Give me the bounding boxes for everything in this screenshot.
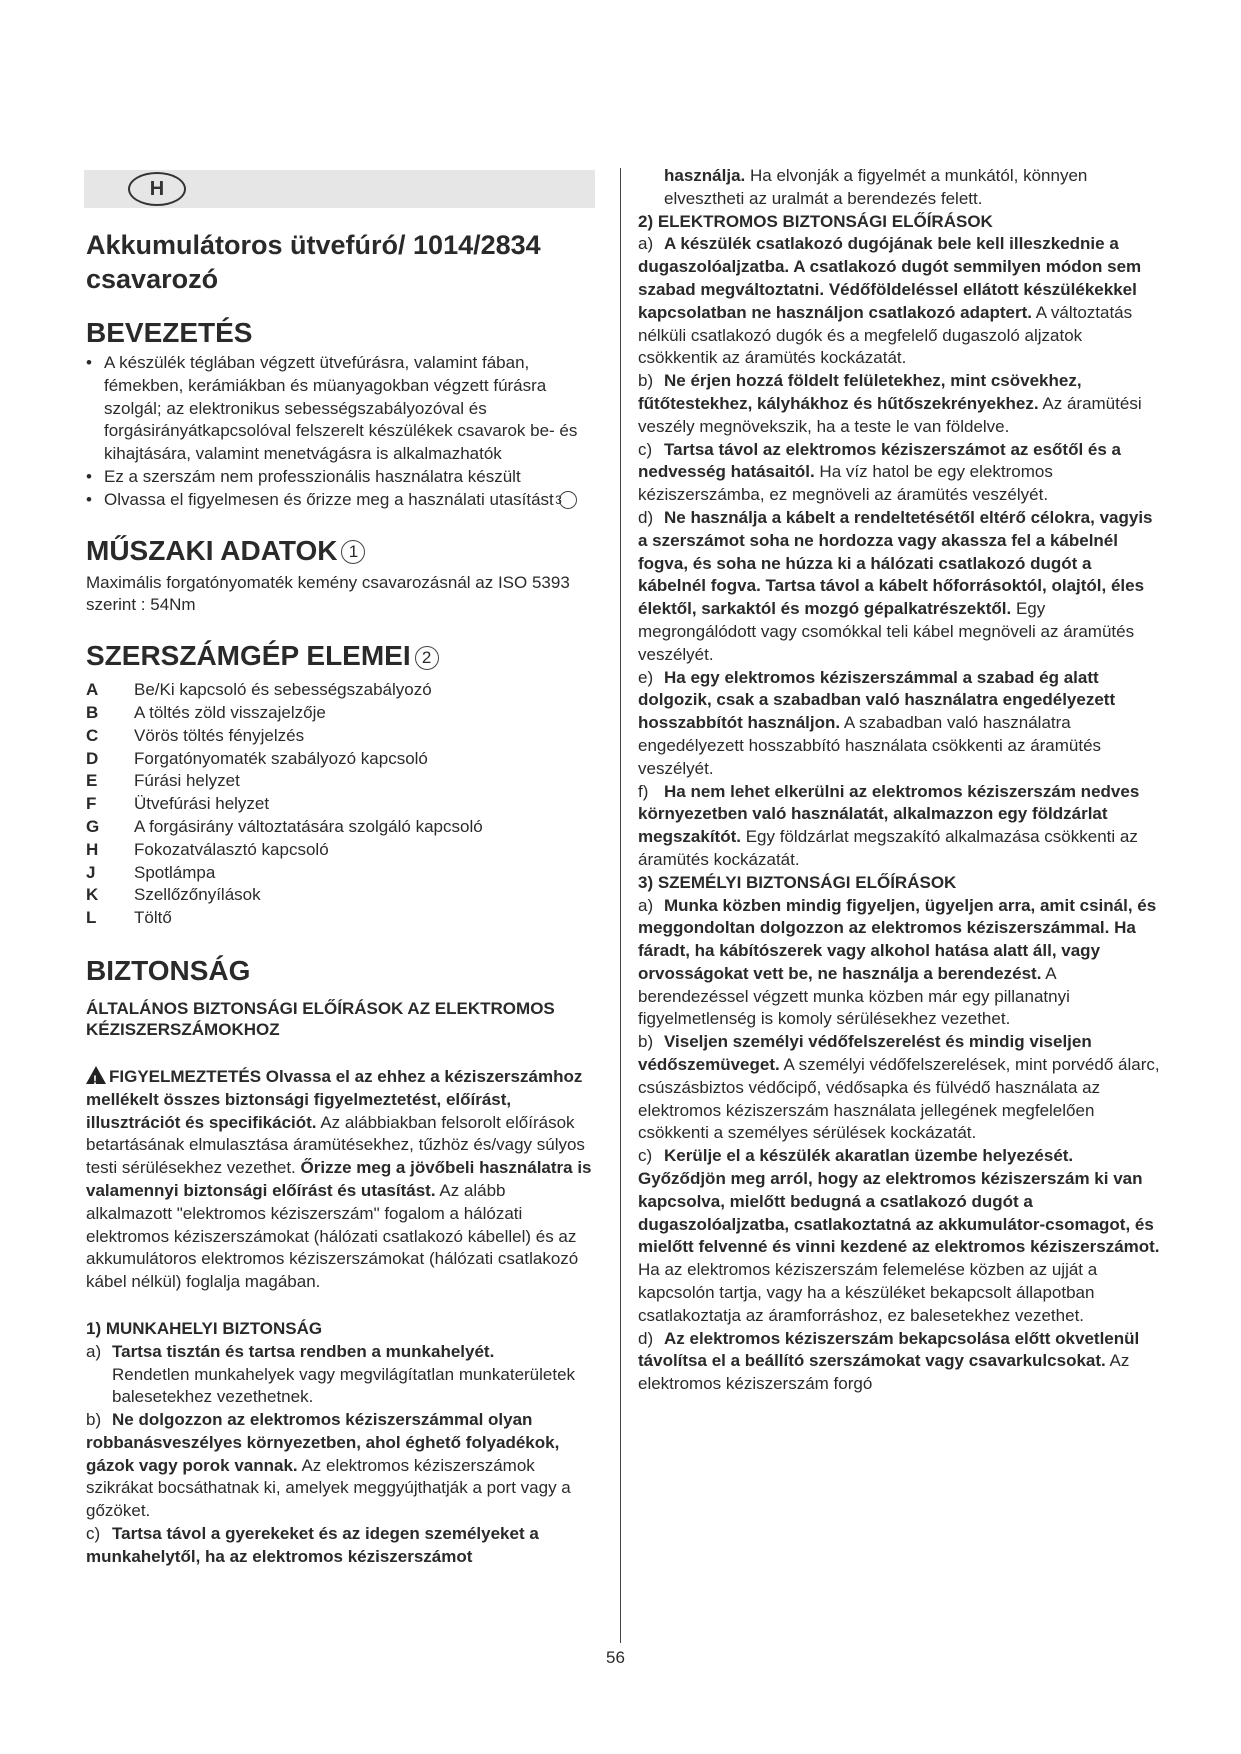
figure-ref-badge: 1 [341, 540, 365, 564]
table-row: G A forgásirány változtatására szolgáló kapcsoló [86, 816, 483, 836]
table-row: B A töltés zöld visszajelzője [86, 702, 326, 722]
language-badge: H [128, 172, 186, 206]
page-number: 56 [606, 1648, 625, 1667]
column-divider [620, 168, 621, 1643]
document-title: Akkumulátoros ütvefúró/ 1014/2834 csavarozó [86, 230, 541, 294]
warning-paragraph: !FIGYELMEZTETÉS Olvassa el az ehhez a kéziszerszámhoz mellékelt összes biztonsági figyelmeztetést, előírást, illusztrációt és specifikációt. Az alábbiakban felsorolt előírások betartásának elmulasztása áramütésekhez, tűzhöz és/vagy súlyos testi sérülésekhez vezethet. Őrizze meg a jövőbeli használatra is valamennyi biztonsági előírást és utasítást. Az alább alkalmazott "elektromos kéziszerszám" fogalom a hálózati elektromos kéziszerszámokat (hálózati csatlakozó kábellel) és az akkumulátoros elektromos kéziszerszámokat (hálózati csatlakozó kábel nélkül) foglalja magában. [86, 1066, 595, 1294]
list-item-continued: használja. Ha elvonják a figyelmét a munkától, könnyen elvesztheti az uralmát a berendezés felett. [664, 166, 1088, 208]
table-row: A Be/Ki kapcsoló és sebességszabályozó [86, 680, 432, 700]
intro-heading: BEVEZETÉS [86, 317, 253, 348]
table-row: E Fúrási helyzet [86, 771, 240, 791]
table-row: C Vörös töltés fényjelzés [86, 725, 305, 745]
table-row: J Spotlámpa [86, 862, 216, 882]
list-item: c) Tartsa távol az elektromos kéziszerszámot az esőtől és a nedvesség hatásaitól. Ha víz hatol be egy elektromos kéziszerszámba, ez megnöveli az áramütés veszélyét. [638, 439, 1121, 505]
list-item: a) Munka közben mindig figyeljen, ügyeljen arra, amit csinál, és meggondoltan dolgozzon az elektromos kéziszerszámmal. Ha fáradt, ha kábítószerek vagy alkohol hatása alatt áll, vagy orvosságokat vett be, ne használja a berendezést. A berendezéssel végzett munka közben már egy pillanatnyi figyelmetlenség is komoly sérülésekhez vezethet. [638, 895, 1157, 1029]
figure-ref-badge: 3 [559, 491, 577, 509]
list-item: • A készülék téglában végzett ütvefúrásra, valamint fában, fémekben, kerámiákban és müanyagokban végzett fúrásra szolgál; az elektronikus sebességszabályozóval és forgásirányátkapcsolóval felszerelt készülékek csavarok be- és kihajtására, valamint menetvágásra is alkalmazhatók [86, 352, 595, 466]
list-item: d) Ne használja a kábelt a rendeltetésétől eltérő célokra, vagyis a szerszámot soha ne hordozza vagy akassza fel a kábelnél fogva, és soha ne húzza ki a hálózati csatlakozó dugót a kábelnél fogva. Tartsa távol a kábelt hőforrásoktól, olajtól, éles élektől, sarkaktól és mozgó gépalkatrészektől. Egy megrongálódott vagy csomókkal teli kábel megnöveli az áramütés veszélyét. [638, 507, 1153, 664]
right-column [638, 165, 1160, 1396]
list-item: c) Tartsa távol a gyerekeket és az idegen személyeket a munkahelytől, ha az elektromos kéziszerszámot [86, 1524, 539, 1566]
table-row: F Ütvefúrási helyzet [86, 794, 270, 814]
language-bar [84, 170, 595, 208]
intro-list [86, 352, 595, 512]
list-item: b) Ne érjen hozzá földelt felületekhez, mint csövekhez, fűtőtestekhez, kályhákhoz és hűtőszekrényekhez. Az áramütési veszély megnövekszik, ha a teste le van földelve. [638, 371, 1142, 436]
list-item: • Ez a szerszám nem professzionális használatra készült [86, 466, 595, 489]
figure-ref-badge: 2 [415, 646, 439, 670]
list-item: d) Az elektromos kéziszerszám bekapcsolása előtt okvetlenül távolítsa el a beállító szerszámokat vagy csavarkulcsokat. Az elektromos kéziszerszám forgó [638, 1328, 1140, 1394]
list-item: b) Viseljen személyi védőfelszerelést és mindig viseljen védőszemüveget. A személyi védőfelszerelések, mint porvédő álarc, csúszásbiztos védőcipő, védősapka és fülvédő használata az elektromos kéziszerszám használata jellegének megfelelően csökkenti a személyes sérülések kockázatát. [638, 1032, 1160, 1143]
parts-list [86, 679, 483, 930]
list-item: b) Ne dolgozzon az elektromos kéziszerszámmal olyan robbanásveszélyes környezetben, ahol éghető folyadékok, gázok vagy porok vannak. Az elektromos kéziszerszámok szikrákat bocsáthatnak ki, amelyek meggyújthatják a port vagy a gőzöket. [86, 1410, 571, 1521]
section-title: 3) SZEMÉLYI BIZTONSÁGI ELŐÍRÁSOK [638, 872, 957, 892]
section-title: 2) ELEKTROMOS BIZTONSÁGI ELŐÍRÁSOK [638, 211, 993, 231]
left-column [86, 170, 595, 1569]
table-row: H Fokozatválasztó kapcsoló [86, 839, 329, 859]
safety-heading: BIZTONSÁG [86, 954, 251, 986]
table-row: D Forgatónyomaték szabályozó kapcsoló [86, 748, 428, 768]
warning-icon [86, 1066, 106, 1084]
list-item: e) Ha egy elektromos kéziszerszámmal a szabad ég alatt dolgozik, csak a szabadban való használatra engedélyezett hosszabbítót használjon. A szabadban való használatra engedélyezett hosszabbító használata csökkenti az áramütés veszélyét. [638, 667, 1116, 778]
list-item: • Olvassa el figyelmesen és őrizze meg a használati utasítást 3 [86, 489, 595, 512]
tech-heading: MŰSZAKI ADATOK 1 [86, 534, 595, 568]
parts-heading: SZERSZÁMGÉP ELEMEI 2 [86, 639, 595, 673]
list-item: a) Tartsa tisztán és tartsa rendben a munkahelyét. Rendetlen munkahelyek vagy megvilágítatlan munkaterületek balesetekhez vezethetnek. [86, 1341, 576, 1407]
tech-text: Maximális forgatónyomaték kemény csavarozásnál az ISO 5393 szerint : 54Nm [86, 572, 570, 615]
list-item: a) A készülék csatlakozó dugójának bele kell illeszkednie a dugaszolóaljzatba. A csatlakozó dugót semmilyen módon sem szabad megváltoztatni. Védőföldeléssel ellátott készülékekkel kapcsolatban ne használjon csatlakozó adaptert. A változtatás nélküli csatlakozó dugók és a megfelelő dugaszoló aljzatok csökkentik az áramütés kockázatát. [638, 234, 1142, 368]
section-title: 1) MUNKAHELYI BIZTONSÁG [86, 1318, 323, 1338]
table-row: L Töltő [86, 908, 172, 928]
list-item: c) Kerülje el a készülék akaratlan üzembe helyezését. Győződjön meg arról, hogy az elektromos kéziszerszám ki van kapcsolva, mielőtt bedugná a csatlakozó dugót a dugaszolóaljzatba, csatlakoztatná az akkumulátor-csomagot, és mielőtt felvenné és vinni kezdené az elektromos kéziszerszámot. Ha az elektromos kéziszerszám felemelése közben az ujját a kapcsolón tartja, vagy ha a készüléket bekapcsolt állapotban csatlakoztatja az áramforráshoz, ez balesetekhez vezethet. [638, 1146, 1160, 1325]
list-item: f) Ha nem lehet elkerülni az elektromos kéziszerszám nedves környezetben való használatát, alkalmazzon egy földzárlat megszakítót. Egy földzárlat megszakító alkalmazása csökkenti az áramütés kockázatát. [638, 781, 1140, 869]
table-row: K Szellőzőnyílások [86, 885, 261, 905]
safety-subheading: ÁLTALÁNOS BIZTONSÁGI ELŐÍRÁSOK AZ ELEKTROMOS KÉZISZERSZÁMOKHOZ [86, 998, 555, 1039]
